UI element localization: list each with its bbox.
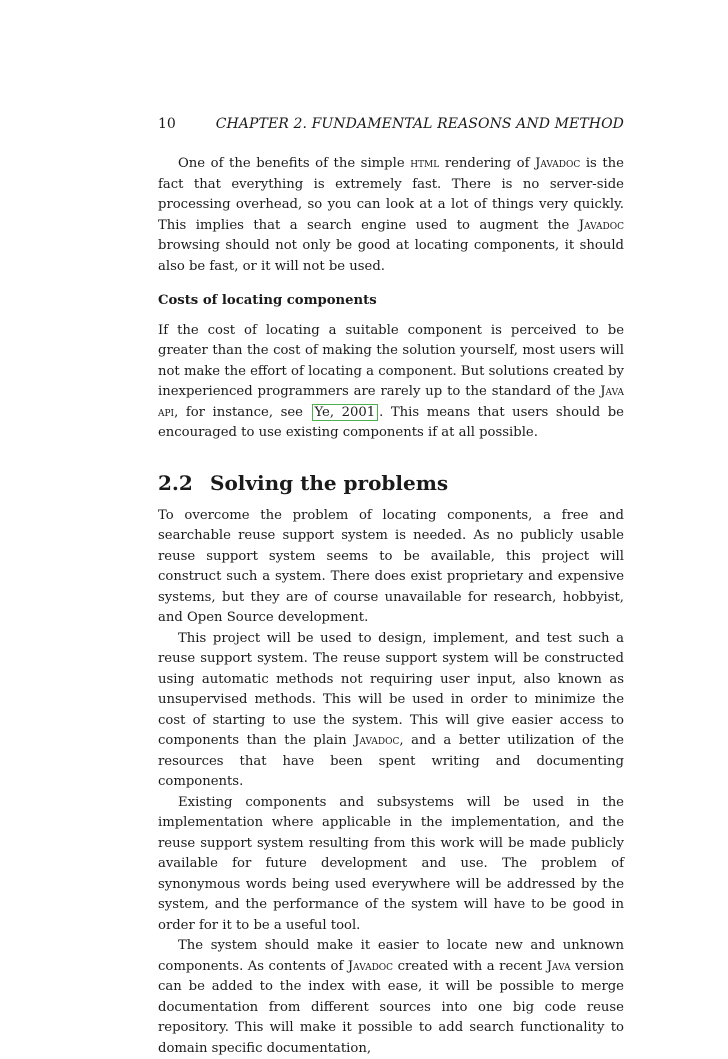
page-number: 10 (158, 116, 176, 132)
section-title: Solving the problems (210, 470, 449, 495)
javadoc-term: Javadoc (535, 156, 581, 171)
intro-paragraph: One of the benefits of the simple html rendering of Javadoc is the fact that everything is extremely fast. There is no server-side processing overhead, so you can look at a lot of things very quickly. This implies that a search engine used to augment the Javadoc browsing should not only be good at locating components, it should also be fast, or it will not be used. (158, 156, 624, 274)
section-paragraph-3: Existing components and subsystems will be used in the implementation where applicable in the implementation, and the reuse support system resulting from this work will be made publicly available for future development and use. The problem of synonymous words being used everywhere will be addressed by the system, and the performance of the system will have to be good in order for it to be a useful tool. (158, 794, 624, 933)
javadoc-term: Javadoc (578, 217, 624, 233)
section-paragraph-1: To overcome the problem of locating components, a free and searchable reuse support system is needed. As no publicly usable reuse support system seems to be available, this project will construct such a system. There does exist proprietary and expensive systems, but they are of course unavailable for research, hobbyist, and Open Source development. (158, 507, 624, 625)
running-head: CHAPTER 2. FUNDAMENTAL REASONS AND METHOD (215, 116, 624, 132)
citation-link[interactable]: Ye, 2001 (312, 404, 379, 421)
section-paragraph-4: The system should make it easier to locate new and unknown components. As contents of Javadoc created with a recent Java version can be added to the index with ease, it will be possible to merge documentation from different sources into one big code reuse repository. This will make it possible to add search functionality to domain specific documentation, (158, 938, 624, 1056)
section-number: 2.2 (158, 470, 193, 495)
costs-paragraph: If the cost of locating a suitable component is perceived to be greater than the cost of making the solution yourself, most users will not make the effort of locating a component. But solutions created by inexperienced programmers are rarely up to the standard of the Java api, for instance, see Ye, 2001 . This means that users should be encouraged to use existing components if at all possible. (158, 322, 624, 440)
section-heading (158, 470, 624, 496)
html-term: html (410, 156, 440, 171)
page-body (158, 154, 624, 1059)
java-term: Java (546, 958, 571, 974)
javadoc-term: Javadoc (347, 958, 394, 974)
java-api-term: Java api (158, 384, 624, 420)
section-paragraph-2: This project will be used to design, implement, and test such a reuse support system. The reuse support system will be constructed using automatic methods not requiring user input, also known as unsupervised methods. This will be used in order to minimize the cost of starting to use the system. This will give easier access to components than the plain Javadoc, and a better utilization of the resources that have been spent writing and documenting components. (158, 630, 624, 789)
costs-heading: Costs of locating components (158, 293, 377, 308)
javadoc-term: Javadoc (354, 733, 400, 748)
page-header (158, 114, 624, 134)
